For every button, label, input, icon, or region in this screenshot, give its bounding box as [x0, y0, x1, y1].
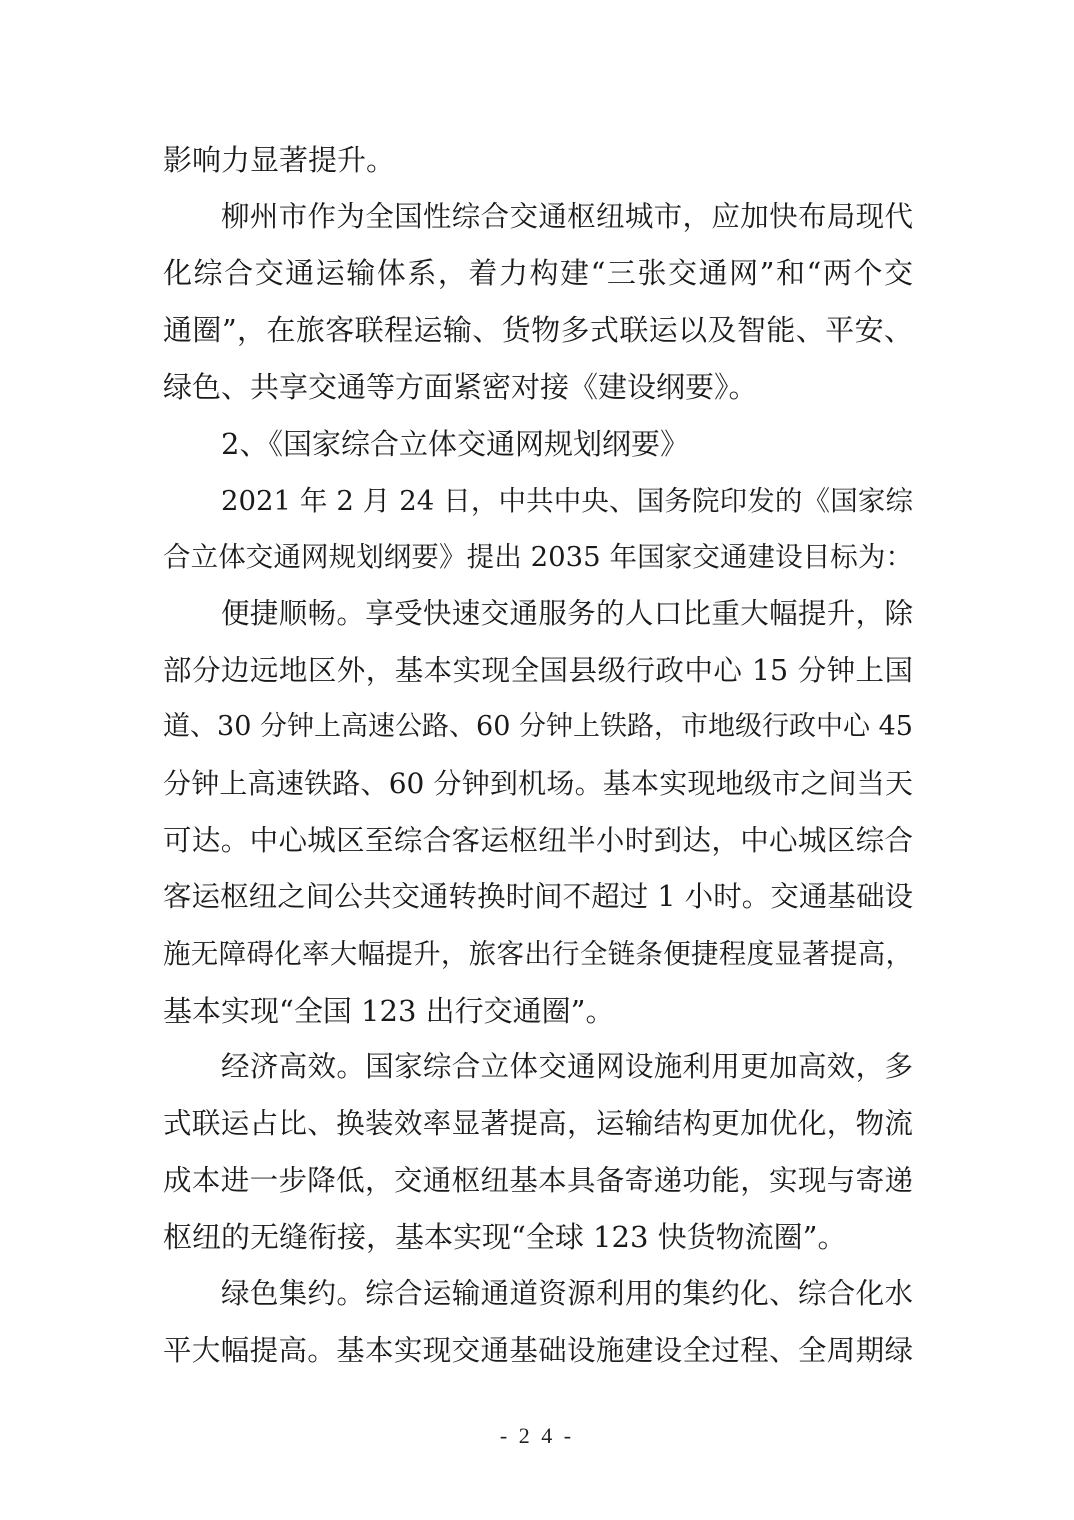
text-line: 化综合交通运输体系，着力构建“三张交通网”和“两个交 [163, 256, 913, 290]
text-line: 影响力显著提升。 [163, 143, 396, 177]
text-line: 式联运占比、换装效率显著提高，运输结构更加优化，物流 [163, 1107, 913, 1140]
text-line: 合立体交通网规划纲要》提出 2035 年国家交通建设目标为： [163, 541, 913, 573]
text-line: 可达。中心城区至综合客运枢纽半小时到达，中心城区综合 [163, 824, 913, 857]
text-line: 分钟上高速铁路、60 分钟到机场。基本实现地级市之间当天 [163, 767, 913, 800]
text-line: 绿色集约。综合运输通道资源利用的集约化、综合化水 [221, 1277, 913, 1310]
text-line: 通圈”，在旅客联程运输、货物多式联运以及智能、平安、 [163, 313, 913, 347]
text-line: 经济高效。国家综合立体交通网设施利用更加高效，多 [221, 1050, 913, 1083]
text-line: 道、30 分钟上高速公路、60 分钟上铁路，市地级行政中心 45 [163, 711, 913, 742]
page-number: - 2 4 - [499, 1423, 575, 1448]
section-heading: 2、《国家综合立体交通网规划纲要》 [221, 427, 689, 461]
text-line: 便捷顺畅。享受快速交通服务的人口比重大幅提升，除 [221, 597, 913, 630]
text-line: 绿色、共享交通等方面紧密对接《建设纲要》。 [163, 370, 758, 404]
text-line: 平大幅提高。基本实现交通基础设施建设全过程、全周期绿 [163, 1334, 913, 1367]
text-line: 柳州市作为全国性综合交通枢纽城市，应加快布局现代 [221, 200, 913, 233]
text-line: 施无障碍化率大幅提升，旅客出行全链条便捷程度显著提高， [163, 938, 913, 970]
text-line: 基本实现“全国 123 出行交通圈”。 [163, 994, 615, 1028]
text-line: 客运枢纽之间公共交通转换时间不超过 1 小时。交通基础设 [163, 880, 913, 913]
text-line: 成本进一步降低，交通枢纽基本具备寄递功能，实现与寄递 [163, 1164, 913, 1197]
text-line: 枢纽的无缝衔接，基本实现“全球 123 快货物流圈”。 [163, 1220, 847, 1254]
text-line: 部分边远地区外，基本实现全国县级行政中心 15 分钟上国 [163, 654, 913, 687]
text-line: 2021 年 2 月 24 日，中共中央、国务院印发的《国家综 [221, 485, 913, 517]
